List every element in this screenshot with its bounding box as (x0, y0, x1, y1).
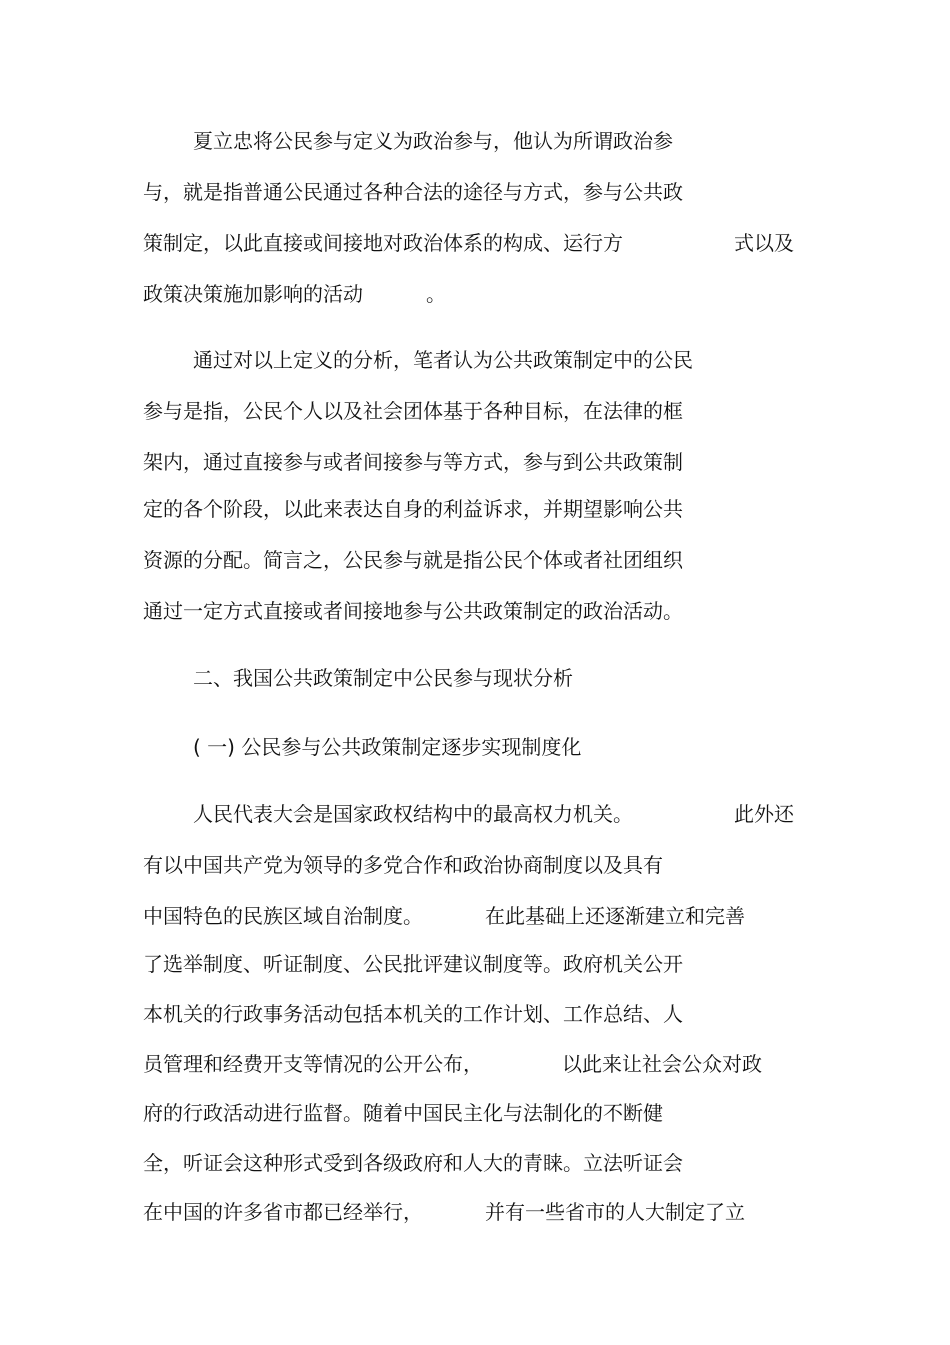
text-line-content: 与，就是指普通公民通过各种合法的途径与方式，参与公共政 (143, 180, 683, 204)
text-line-content: 员管理和经费开支等情况的公开公布， (143, 1052, 483, 1076)
text-line-content: 夏立忠将公民参与定义为政治参与，他认为所谓政治参 (193, 129, 673, 153)
text-line-content: 有以中国共产党为领导的多党合作和政治协商制度以及具有 (143, 853, 663, 877)
text-line (143, 1002, 683, 1026)
text-line-content: 参与是指，公民个人以及社会团体基于各种目标，在法律的框 (143, 399, 683, 423)
text-line-content: 并有一些省市的人大制定了立 (485, 1200, 745, 1224)
text-line-content: 全，听证会这种形式受到各级政府和人大的青睐。立法听证会 (143, 1151, 683, 1175)
subsection-heading-text: ( 一) 公民参与公共政策制定逐步实现制度化 (193, 735, 582, 759)
text-line-content: 架内，通过直接参与或者间接参与等方式，参与到公共政策制 (143, 450, 683, 474)
text-line-content: 策制定，以此直接或间接地对政治体系的构成、运行方 (143, 231, 623, 255)
text-line-content: 此外还 (734, 802, 794, 826)
text-line (143, 548, 683, 572)
text-line-content: 以此来让社会公众对政 (562, 1052, 762, 1076)
text-line-content: 府的行政活动进行监督。随着中国民主化与法制化的不断健 (143, 1101, 663, 1125)
section-heading (193, 666, 573, 690)
text-line (143, 599, 683, 623)
text-line-content: 中国特色的民族区域自治制度。 (143, 904, 423, 928)
text-line (193, 129, 673, 153)
text-line (193, 348, 693, 372)
text-line-content: 在此基础上还逐渐建立和完善 (485, 904, 745, 928)
text-line-content: 定的各个阶段，以此来表达自身的利益诉求，并期望影响公共 (143, 497, 683, 521)
text-line (143, 1151, 683, 1175)
text-line-content: 资源的分配。简言之，公民参与就是指公民个体或者社团组织 (143, 548, 683, 572)
text-line (143, 180, 683, 204)
text-line (143, 497, 683, 521)
text-line-content: 了选举制度、听证制度、公民批评建议制度等。政府机关公开 (143, 952, 683, 976)
text-line-content: 政策决策施加影响的活动 (143, 282, 363, 306)
text-line-content: 。 (426, 282, 446, 306)
text-line (143, 853, 663, 877)
text-line-content: 本机关的行政事务活动包括本机关的工作计划、工作总结、人 (143, 1002, 683, 1026)
text-line-content: 在中国的许多省市都已经举行， (143, 1200, 423, 1224)
section-heading-text: 二、我国公共政策制定中公民参与现状分析 (193, 666, 573, 690)
text-line (143, 399, 683, 423)
text-line (143, 952, 683, 976)
text-line-content: 人民代表大会是国家政权结构中的最高权力机关。 (193, 802, 633, 826)
subsection-heading (193, 735, 581, 759)
text-line-content: 式以及 (734, 231, 794, 255)
text-line (143, 1101, 663, 1125)
text-line-content: 通过一定方式直接或者间接地参与公共政策制定的政治活动。 (143, 599, 683, 623)
text-line-content: 通过对以上定义的分析，笔者认为公共政策制定中的公民 (193, 348, 693, 372)
text-line (143, 450, 683, 474)
